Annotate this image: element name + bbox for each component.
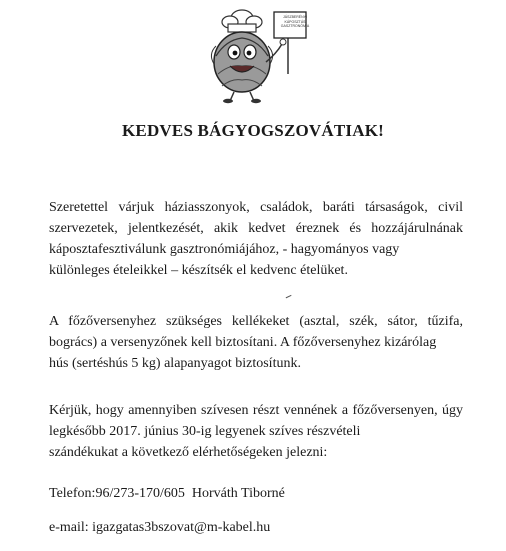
page-title: KEDVES BÁGYOGSZOVÁTIAK!	[121, 121, 384, 140]
paragraph-line: hús (sertéshús 5 kg) alapanyagot biztosítunk.	[49, 356, 301, 371]
logo-sign-line: GASZTRONÓMIA	[280, 24, 310, 28]
requirements-paragraph	[49, 311, 463, 374]
paragraph-line: Szeretettel várjuk háziasszonyok, családok, baráti társaságok, civil	[49, 200, 463, 215]
logo-sign-text	[275, 15, 315, 29]
paragraph-line: különleges ételeikkel – készítsék el kedvenc ételüket.	[49, 263, 348, 278]
paragraph-line: úgy legkésőbb 2017. június 30-ig legyenek szíves részvételi	[49, 403, 463, 439]
contact-email: e-mail: igazgatas3bszovat@m-kabel.hu	[49, 520, 271, 535]
invitation-paragraph	[49, 197, 463, 281]
paragraph-line: szándékukat a következő elérhetőségeken jelezni:	[49, 445, 328, 460]
paragraph-line: szervezetek, jelentkezését, akik kedvet éreznek és hozzájárulnának	[49, 221, 463, 236]
paragraph-line: káposztafesztiválunk gasztronómiájához, - hagyományos vagy	[49, 242, 400, 257]
logo-sign-line: JÁSZBERÉNYI	[283, 15, 307, 19]
paragraph-line: bogrács) a versenyzőnek kell biztosítani. A főzőversenyhez kizárólag	[49, 335, 437, 350]
paragraph-line: A főzőversenyhez szükséges kellékeket (asztal, szék, sátor, tűzifa,	[49, 314, 463, 329]
registration-paragraph	[49, 400, 463, 463]
logo-sign-line: KÁPOSZTÁS	[284, 19, 306, 24]
paragraph-line: Kérjük, hogy amennyiben szívesen részt vennének a főzőversenyen,	[49, 403, 442, 418]
scan-mark	[286, 295, 293, 300]
contact-phone: Telefon:96/273-170/605 Horváth Tiborné	[49, 486, 285, 501]
